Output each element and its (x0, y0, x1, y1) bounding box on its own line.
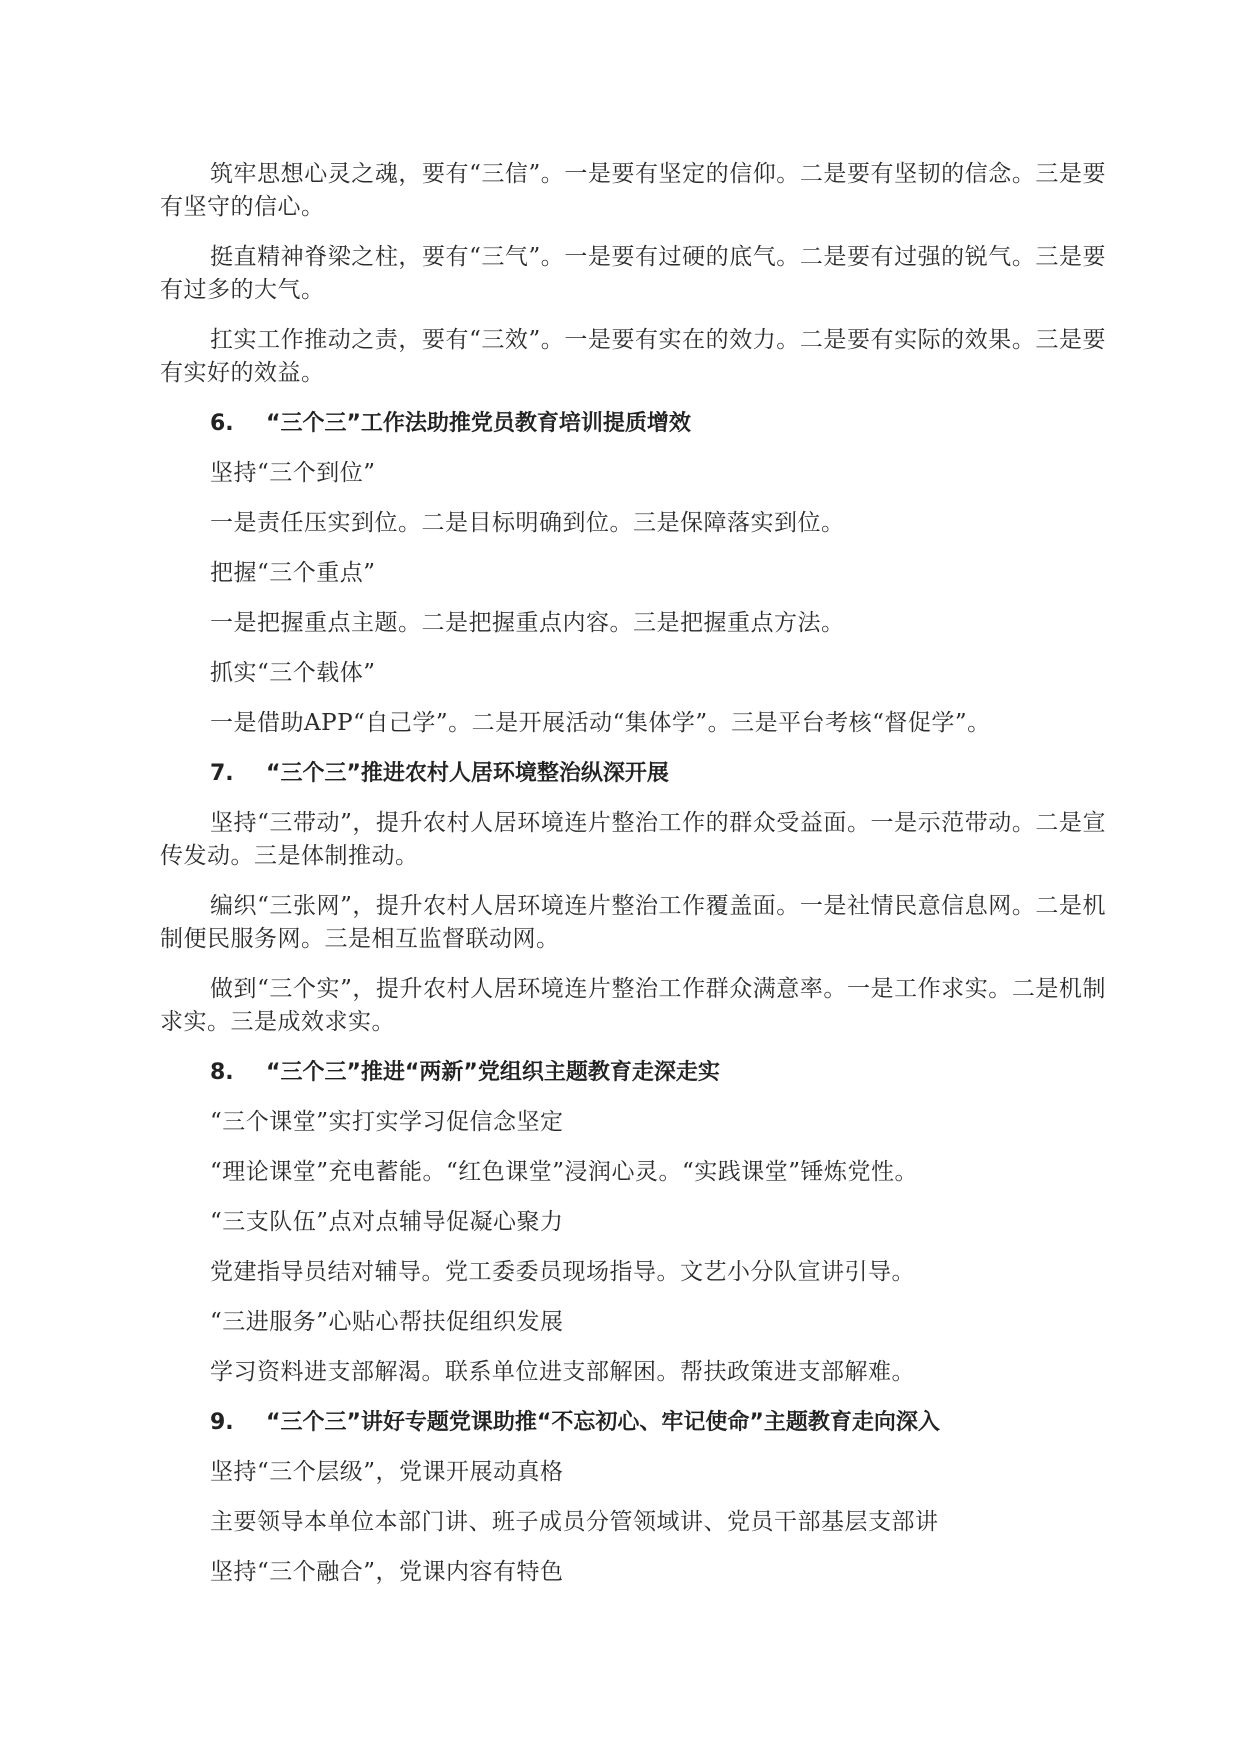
paragraph-three-beliefs: 筑牢思想心灵之魂，要有“三信”。一是要有坚定的信仰。二是要有坚韧的信念。三是要有坚守的信心。 (160, 161, 1106, 220)
section-8-line: “理论课堂”充电蓄能。“红色课堂”浸润心灵。“实践课堂”锤炼党性。 (210, 1159, 919, 1185)
section-9-line: 主要领导本单位本部门讲、班子成员分管领域讲、党员干部基层支部讲 (210, 1509, 939, 1535)
section-6-line: 抓实“三个载体” (210, 660, 376, 686)
section-6-line: 把握“三个重点” (210, 560, 376, 586)
section-6-line: 坚持“三个到位” (210, 460, 376, 486)
section-7-paragraph: 坚持“三带动”，提升农村人居环境连片整治工作的群众受益面。一是示范带动。二是宣传发动。三是体制推动。 (160, 810, 1106, 869)
section-title: “三个三”讲好专题党课助推“不忘初心、牢记使命”主题教育走向深入 (266, 1410, 940, 1435)
section-9-heading (160, 1406, 1106, 1439)
section-9-line: 坚持“三个融合”，党课内容有特色 (210, 1559, 564, 1585)
section-number: 7. (210, 761, 234, 786)
section-9-line: 坚持“三个层级”，党课开展动真格 (210, 1459, 564, 1485)
section-6-heading (160, 407, 1106, 440)
paragraph-three-effects: 扛实工作推动之责，要有“三效”。一是要有实在的效力。二是要有实际的效果。三是要有实好的效益。 (160, 327, 1106, 386)
document-body (160, 158, 1106, 1606)
section-8-line: 学习资料进支部解渴。联系单位进支部解困。帮扶政策进支部解难。 (210, 1359, 915, 1385)
section-title: “三个三”工作法助推党员教育培训提质增效 (266, 411, 691, 436)
section-6-line: 一是责任压实到位。二是目标明确到位。三是保障落实到位。 (210, 510, 845, 536)
section-8-heading (160, 1056, 1106, 1089)
section-6-line: 一是把握重点主题。二是把握重点内容。三是把握重点方法。 (210, 610, 845, 636)
section-8-line: 党建指导员结对辅导。党工委委员现场指导。文艺小分队宣讲引导。 (210, 1259, 915, 1285)
section-number: 8. (210, 1060, 234, 1085)
paragraph-three-spirits: 挺直精神脊梁之柱，要有“三气”。一是要有过硬的底气。二是要有过强的锐气。三是要有过多的大气。 (160, 244, 1106, 303)
section-7-paragraph: 编织“三张网”，提升农村人居环境连片整治工作覆盖面。一是社情民意信息网。二是机制便民服务网。三是相互监督联动网。 (160, 893, 1106, 952)
section-title: “三个三”推进“两新”党组织主题教育走深走实 (266, 1060, 720, 1085)
section-8-line: “三个课堂”实打实学习促信念坚定 (210, 1109, 564, 1135)
section-number: 9. (210, 1410, 234, 1435)
section-7-heading (160, 757, 1106, 790)
section-8-line: “三支队伍”点对点辅导促凝心聚力 (210, 1209, 564, 1235)
section-8-line: “三进服务”心贴心帮扶促组织发展 (210, 1309, 564, 1335)
section-7-paragraph: 做到“三个实”，提升农村人居环境连片整治工作群众满意率。一是工作求实。二是机制求实。三是成效求实。 (160, 976, 1106, 1035)
section-title: “三个三”推进农村人居环境整治纵深开展 (266, 761, 669, 786)
section-6-line: 一是借助APP“自己学”。二是开展活动“集体学”。三是平台考核“督促学”。 (210, 710, 991, 736)
section-number: 6. (210, 411, 234, 436)
